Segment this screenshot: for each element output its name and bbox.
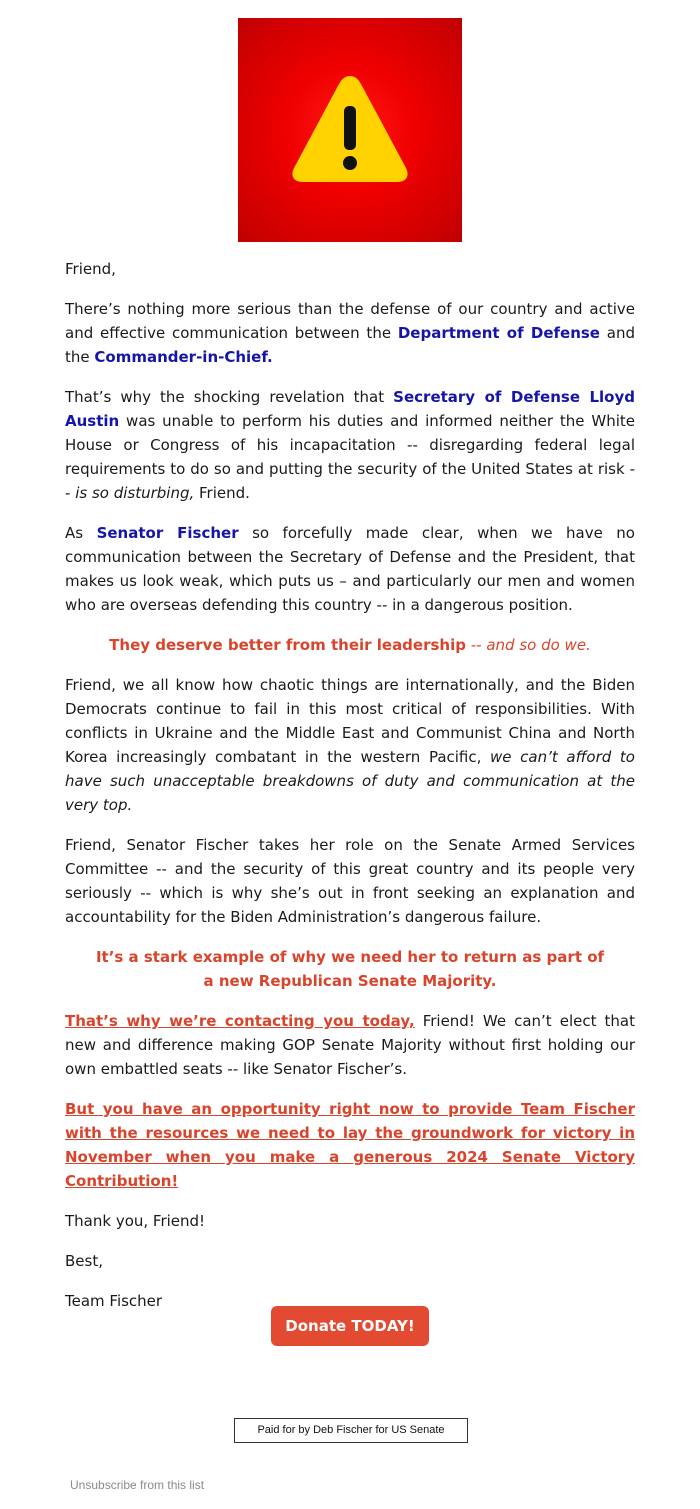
senator-fischer-text: Senator Fischer (96, 524, 239, 542)
red-bold-text: They deserve better from their leadership (109, 636, 466, 654)
signature-text: Team Fischer (65, 1292, 163, 1310)
thanks-text: Thank you, Friend! (65, 1212, 206, 1230)
contribution-link[interactable]: But you have an opportunity right now to provide Team Fischer with the resources we need to lay the groundwork for victory in November when you make a generous 2024 Senate Victory Contribution! (65, 1100, 635, 1190)
hero-image (238, 18, 462, 242)
text: There’s nothing more serious than the defense of our country and active and effective communication between the (65, 300, 635, 342)
paragraph-communication (65, 297, 635, 369)
paragraph-armed-services: Friend, Senator Fischer takes her role on the Senate Armed Services Committee -- and the security of this great country and its people very seriously -- which is why she’s out in front seeking an explanation and accountability for the Biden Administration’s dangerous failure. (65, 836, 635, 926)
secretary-of-defense-text: Secretary of Defense Lloyd Austin (65, 388, 636, 430)
text: That’s why the shocking revelation that (65, 388, 394, 406)
paragraph-contacting (65, 1009, 635, 1081)
text: was unable to perform his duties and informed neither the White House or Congress of his incapacitation -- disregarding federal legal requirements to do so and putting the security of the United States at risk -- (65, 412, 635, 502)
email-body (65, 257, 635, 1329)
commander-in-chief-text: Commander-in-Chief. (94, 348, 273, 366)
paragraph-deserve-better (65, 633, 635, 657)
greeting: Friend, (65, 260, 116, 278)
paragraph-opportunity (65, 1097, 635, 1193)
red-italic-text: -- and so do we. (465, 636, 591, 654)
text: so forcefully made clear, when we have no communication between the Secretary of Defense and the President, that makes us look weak, which puts us – and particularly our men and women who are overseas defending this country -- in a dangerous position. (65, 524, 635, 614)
department-of-defense-text: Department of Defense (397, 324, 600, 342)
contacting-you-link[interactable]: That’s why we’re contacting you today, (65, 1012, 415, 1030)
text: Friend! We can’t elect that new and difference making GOP Senate Majority without first holding our own embattled seats -- like Senator Fischer’s. (65, 1012, 635, 1078)
text: Friend, we all know how chaotic things are internationally, and the Biden Democrats continue to fail in this most critical of responsibilities. With conflicts in Ukraine and the Middle East and Communist China and North Korea increasingly combatant in the western Pacific, (65, 676, 635, 766)
paragraph-senator (65, 521, 635, 617)
italic-text: we can’t afford to have such unacceptable breakdowns of duty and communication at the very top. (65, 748, 635, 814)
donate-button[interactable]: Donate TODAY! (271, 1306, 429, 1346)
italic-text: is so disturbing, (75, 484, 195, 502)
text: and the (65, 324, 635, 366)
text: As (65, 524, 97, 542)
paragraph-revelation (65, 385, 635, 505)
paragraph-stark-example: It’s a stark example of why we need her to return as part of a new Republican Senate Majority. (95, 948, 605, 990)
paragraph-international (65, 673, 635, 817)
warning-triangle-icon (238, 18, 462, 242)
signoff-text: Best, (65, 1252, 103, 1270)
paid-for-disclaimer: Paid for by Deb Fischer for US Senate (234, 1418, 468, 1443)
text: Friend. (194, 484, 250, 502)
unsubscribe-link[interactable]: Unsubscribe from this list (70, 1478, 205, 1492)
